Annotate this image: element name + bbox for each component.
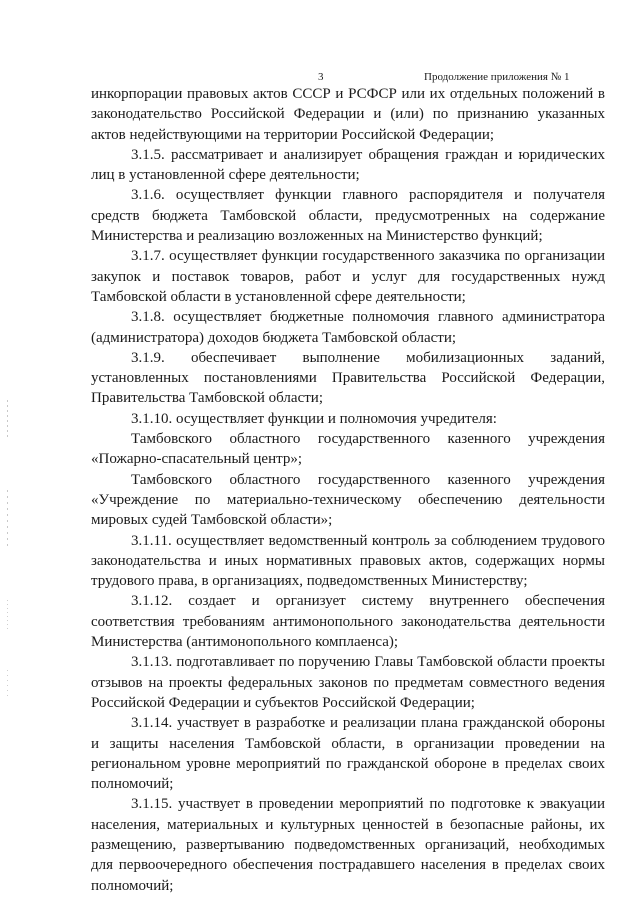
paragraph: 3.1.6. осуществляет функции главного распорядителя и получателя средств бюджета Тамбовской области, предусмотренных на содержание Министерства и реализацию возложенных на Министерство функций;: [91, 187, 605, 245]
paragraph: 3.1.10. осуществляет функции и полномочия учредителя:: [131, 410, 497, 427]
paragraph: инкорпорации правовых актов СССР и РСФСР или их отдельных положений в законодательство Российской Федерации и (или) по признанию указанных актов недействующими на территории Российской Федерации;: [91, 86, 605, 143]
paragraph: Тамбовского областного государственного казенного учреждения «Учреждение по материально-техническому обеспечению деятельности мировых судей Тамбовской области»;: [91, 471, 605, 529]
page-number: 3: [318, 71, 324, 83]
paragraph: Тамбовского областного государственного казенного учреждения «Пожарно-спасательный центр»;: [91, 431, 605, 468]
paragraph: 3.1.9. обеспечивает выполнение мобилизационных заданий, установленных постановлениями Правительства Российской Федерации, Правительства Тамбовской области;: [91, 349, 605, 407]
appendix-continuation-note: Продолжение приложения № 1: [424, 71, 570, 83]
paragraph: 3.1.7. осуществляет функции государственного заказчика по организации закупок и поставок товаров, работ и услуг для государственных нужд Тамбовской области в установленной сфере деятельности;: [91, 248, 605, 305]
paragraph: 3.1.8. осуществляет бюджетные полномочия главного администратора (администратора) доходов бюджета Тамбовской области;: [91, 309, 605, 346]
paragraph: 3.1.14. участвует в разработке и реализации плана гражданской обороны и защиты населения Тамбовской области, в организации проведении на региональном уровне мероприятий по гражданской обороне в пределах своих полномочий;: [91, 715, 605, 793]
scan-margin-marks: [6, 400, 9, 700]
paragraph: 3.1.5. рассматривает и анализирует обращения граждан и юридических лиц в установленной сфере деятельности;: [91, 146, 605, 184]
paragraph: 3.1.15. участвует в проведении мероприятий по подготовке к эвакуации населения, материальных и культурных ценностей в безопасные районы, их размещению, развертыванию подведомственных организаций, необходимых для первоочередного обеспечения пострадавшего населения в пределах своих полномочий;: [91, 796, 605, 894]
paragraph: 3.1.11. осуществляет ведомственный контроль за соблюдением трудового законодательства и иных нормативных правовых актов, содержащих нормы трудового права, в организациях, подведомственных Министерству;: [91, 532, 605, 590]
document-body: [91, 84, 605, 896]
paragraph: 3.1.13. подготавливает по поручению Главы Тамбовской области проекты отзывов на проекты федеральных законов по предметам совместного ведения Российской Федерации и субъектов Российской Федерации;: [91, 654, 605, 711]
paragraph: 3.1.12. создает и организует систему внутреннего обеспечения соответствия требованиям антимонопольного законодательства деятельности Министерства (антимонопольного комплаенса);: [91, 593, 605, 651]
